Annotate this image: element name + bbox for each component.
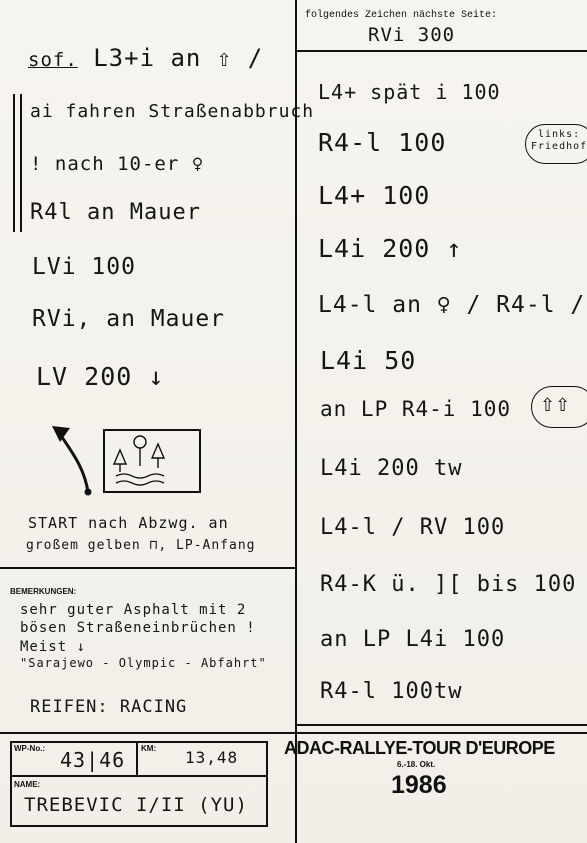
event-dates: 6.-18. Okt. <box>397 760 436 769</box>
note-line-7: LV 200 ↓ <box>36 362 165 391</box>
double-arrow-icon: ⇧⇧ <box>540 395 571 416</box>
name-label: NAME: <box>14 780 41 789</box>
start-sketch-drawing <box>50 420 210 500</box>
start-line-2: großem gelben ⊓, LP-Anfang <box>26 538 256 553</box>
event-title: ADAC-RALLYE-TOUR D'EUROPE <box>284 738 555 758</box>
event-year: 1986 <box>391 771 447 799</box>
left-margin-bar-1 <box>13 94 15 232</box>
route-note-5: L4-l an ♀ / R4-l / <box>318 292 586 318</box>
note-line-3: ! nach 10-er ♀ <box>30 153 205 175</box>
wp-label: WP-No.: <box>14 744 46 753</box>
remark-line-4: "Sarajewo - Olympic - Abfahrt" <box>20 656 267 670</box>
start-line-1: START nach Abzwg. an <box>28 514 229 532</box>
remark-line-1: sehr guter Asphalt mit 2 <box>20 602 247 618</box>
next-sign-value: RVi 300 <box>368 24 456 46</box>
tires-note: REIFEN: RACING <box>30 697 188 717</box>
route-note-8: L4i 200 tw <box>320 456 463 481</box>
note-line-4: R4l an Mauer <box>30 200 201 225</box>
frame-remarks-bottom <box>0 732 587 734</box>
route-note-7: an LP R4-i 100 <box>320 397 512 421</box>
note-line-1-text: L3+i an ⇧ / <box>93 44 264 72</box>
route-note-2: R4-l 100 <box>318 128 447 157</box>
note-line-2: ai fahren Straßenabbruch <box>30 101 315 122</box>
frame-top-right-box-bottom <box>296 50 587 52</box>
frame-left-bottom <box>0 567 296 569</box>
note-line-1-prefix: sof. <box>28 49 78 71</box>
frame-right-bottom <box>296 724 587 726</box>
wp-value: 43|46 <box>60 748 126 772</box>
frame-vertical-divider <box>295 0 297 843</box>
left-margin-bar-2 <box>20 94 22 232</box>
route-note-3: L4+ 100 <box>318 181 431 210</box>
friedhof-note-line-1: links: <box>538 129 581 140</box>
route-note-12: R4-l 100tw <box>320 679 463 704</box>
name-value: TREBEVIC I/II (YU) <box>24 794 248 816</box>
note-line-1 <box>28 44 263 72</box>
route-note-4: L4i 200 ↑ <box>318 234 463 263</box>
route-note-11: an LP L4i 100 <box>320 627 506 652</box>
friedhof-note-line-2: Friedhof <box>531 141 587 152</box>
remark-line-2: bösen Straßeneinbrüchen ! <box>20 620 256 636</box>
note-line-5: LVi 100 <box>32 254 136 280</box>
route-note-9: L4-l / RV 100 <box>320 515 506 540</box>
route-note-6: L4i 50 <box>320 346 417 375</box>
remark-line-3: Meist ↓ <box>20 639 87 655</box>
route-note-10: R4-K ü. ][ bis 100 <box>320 572 577 597</box>
km-value: 13,48 <box>185 748 239 767</box>
note-line-6: RVi, an Mauer <box>32 306 226 332</box>
km-label: KM: <box>141 744 157 753</box>
route-note-1: L4+ spät i 100 <box>318 80 501 104</box>
next-sign-header: folgendes Zeichen nächste Seite: <box>305 10 498 21</box>
remarks-header: BEMERKUNGEN: <box>10 587 77 596</box>
